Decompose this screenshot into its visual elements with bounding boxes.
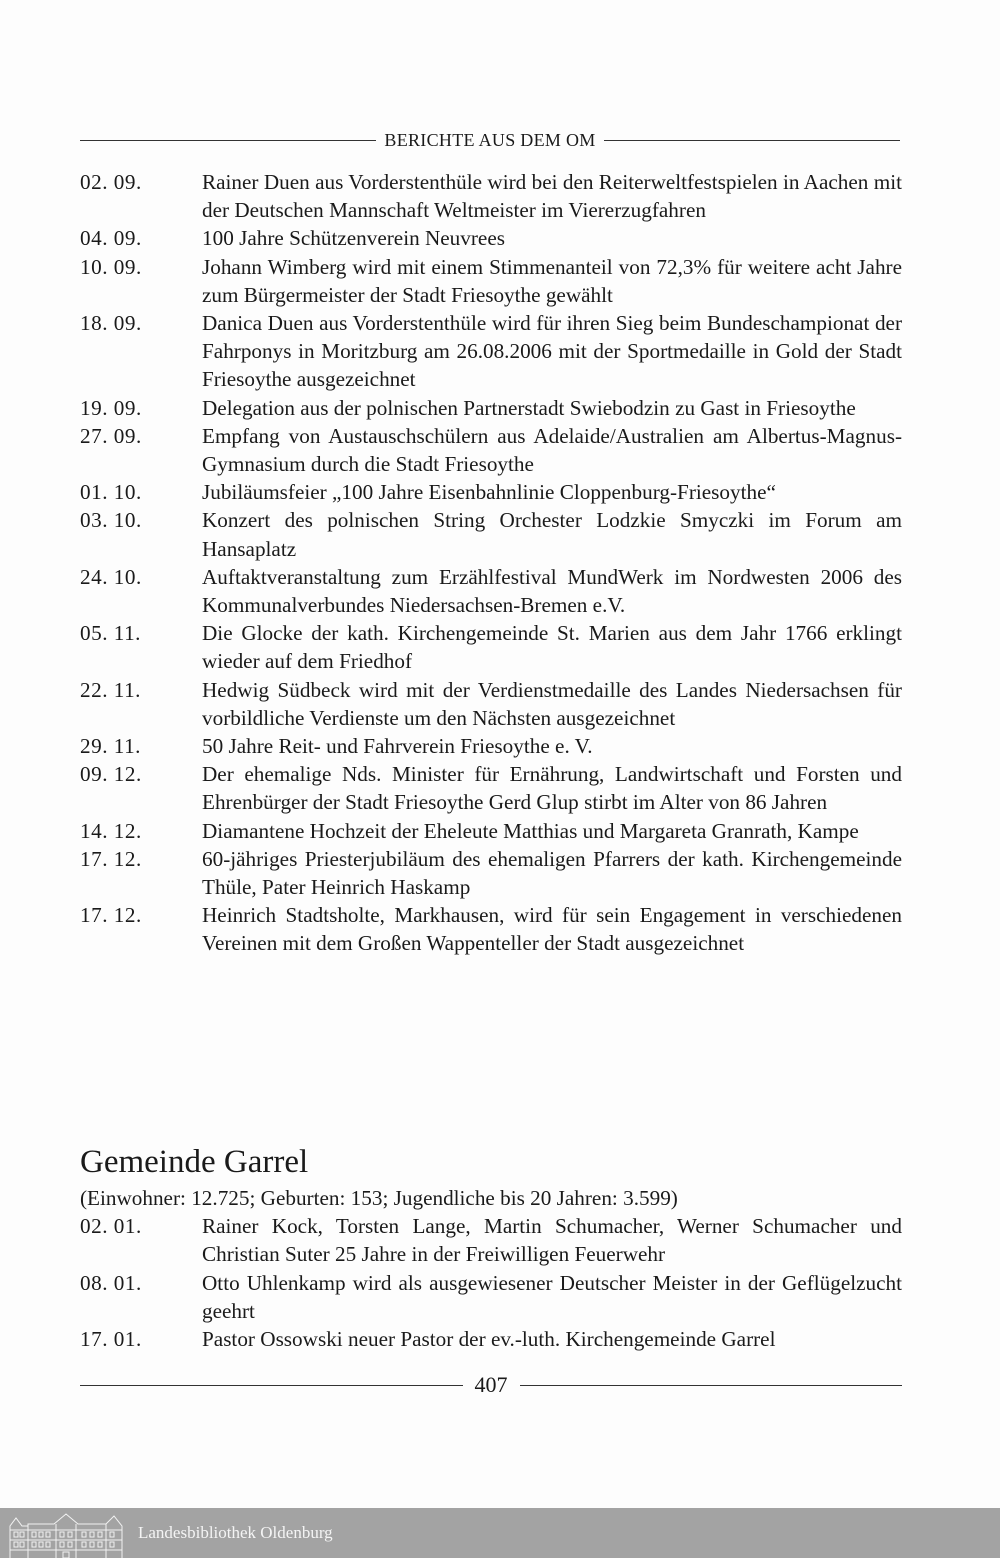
page-footer	[80, 1370, 902, 1400]
chronicle-entry	[80, 1212, 902, 1268]
page-number: 407	[474, 1372, 508, 1397]
entry-date: 18. 09.	[80, 311, 142, 336]
entry-date: 02. 01.	[80, 1214, 142, 1239]
footer-rule-right	[520, 1385, 903, 1386]
entry-text: Delegation aus der polnischen Partnerstadt Swiebodzin zu Gast in Friesoythe	[202, 395, 856, 420]
entry-text: 60-jähriges Priesterjubiläum des ehemaligen Pfarrers der kath. Kirchengemeinde Thüle, Pater Heinrich Haskamp	[202, 846, 902, 900]
entry-text: 100 Jahre Schützenverein Neuvrees	[202, 226, 505, 251]
entry-text: Jubiläumsfeier „100 Jahre Eisenbahnlinie Cloppenburg-Friesoythe“	[202, 480, 776, 505]
chronicle-entry	[80, 309, 902, 394]
entry-date: 17. 12.	[80, 846, 142, 871]
entry-date: 24. 10.	[80, 564, 142, 589]
chronicle-entry	[80, 253, 902, 309]
running-header-title: BERICHTE AUS DEM OM	[384, 129, 596, 150]
header-rule-right	[604, 140, 900, 141]
chronicle-entry	[80, 619, 902, 675]
entry-date: 29. 11.	[80, 734, 141, 759]
entry-date: 09. 12.	[80, 762, 142, 787]
chronicle-entry	[80, 732, 902, 760]
entry-date: 02. 09.	[80, 170, 142, 194]
chronicle-entry	[80, 506, 902, 562]
library-building-icon	[6, 1512, 128, 1558]
chronicle-entry	[80, 1325, 902, 1353]
chronicle-entry	[80, 676, 902, 732]
entry-date: 03. 10.	[80, 508, 142, 533]
entry-text: Rainer Kock, Torsten Lange, Martin Schumacher, Werner Schumacher und Christian Suter 25 Jahre in der Freiwilligen Feuerwehr	[202, 1214, 902, 1267]
entry-text: Danica Duen aus Vorderstenthüle wird für ihren Sieg beim Bundeschampionat der Fahrponys in Moritzburg am 26.08.2006 mit der Sportmedaille in Gold der Stadt Friesoythe ausgezeichnet	[202, 311, 902, 392]
entry-date: 01. 10.	[80, 480, 142, 505]
chronicle-entry	[80, 845, 902, 901]
entry-date: 14. 12.	[80, 818, 142, 843]
chronicle-entry	[80, 817, 902, 845]
entry-text: Johann Wimberg wird mit einem Stimmenanteil von 72,3% für weitere acht Jahre zum Bürgermeister der Stadt Friesoythe gewählt	[202, 254, 902, 307]
chronicle-entry	[80, 563, 902, 619]
entry-date: 27. 09.	[80, 423, 142, 448]
chronicle-entry	[80, 224, 902, 252]
chronicle-list	[80, 168, 902, 958]
footer-rule-left	[80, 1385, 463, 1386]
section-title: Gemeinde Garrel	[80, 1144, 309, 1180]
entry-text: Auftaktveranstaltung zum Erzählfestival MundWerk im Nordwesten 2006 des Kommunalverbundes Niedersachsen-Bremen e.V.	[202, 564, 902, 618]
entry-text: Heinrich Stadtsholte, Markhausen, wird für sein Engagement in verschiedenen Vereinen mit dem Großen Wappenteller der Stadt ausgezeichnet	[202, 903, 902, 956]
library-banner	[0, 1508, 1000, 1558]
entry-date: 08. 01.	[80, 1270, 142, 1295]
entry-date: 22. 11.	[80, 677, 141, 702]
chronicle-entry	[80, 478, 902, 506]
entry-date: 05. 11.	[80, 621, 141, 646]
header-rule-left	[80, 140, 376, 141]
section-stats: (Einwohner: 12.725; Geburten: 153; Jugendliche bis 20 Jahren: 3.599)	[80, 1186, 678, 1210]
entry-date: 17. 12.	[80, 903, 142, 928]
entry-text: Der ehemalige Nds. Minister für Ernährung, Landwirtschaft und Forsten und Ehrenbürger der Stadt Friesoythe Gerd Glup stirbt im Alter von 86 Jahren	[202, 762, 902, 815]
section-gemeinde-garrel	[80, 1140, 902, 1353]
entry-text: Hedwig Südbeck wird mit der Verdienstmedaille des Landes Niedersachsen für vorbildliche Verdienste um den Nächsten ausgezeichnet	[202, 677, 902, 730]
entry-text: Die Glocke der kath. Kirchengemeinde St. Marien aus dem Jahr 1766 erklingt wieder auf dem Friedhof	[202, 621, 902, 674]
entry-date: 10. 09.	[80, 254, 142, 279]
chronicle-entry	[80, 760, 902, 816]
chronicle-entry	[80, 901, 902, 957]
library-name: Landesbibliothek Oldenburg	[138, 1523, 333, 1542]
entry-date: 04. 09.	[80, 226, 142, 251]
entry-date: 19. 09.	[80, 395, 142, 420]
chronicle-entry	[80, 1269, 902, 1325]
chronicle-entry	[80, 394, 902, 422]
entry-text: 50 Jahre Reit- und Fahrverein Friesoythe e. V.	[202, 734, 593, 759]
chronicle-entry	[80, 168, 902, 224]
chronicle-entry	[80, 422, 902, 478]
entry-date: 17. 01.	[80, 1327, 142, 1352]
entry-text: Otto Uhlenkamp wird als ausgewiesener Deutscher Meister in der Geflügelzucht geehrt	[202, 1270, 902, 1323]
entry-text: Rainer Duen aus Vorderstenthüle wird bei den Reiterweltfestspielen in Aachen mit der Deutschen Mannschaft Weltmeister im Viererzugfahren	[202, 170, 902, 223]
entry-text: Empfang von Austauschschülern aus Adelaide/Australien am Albertus-Magnus-Gymnasium durch die Stadt Friesoythe	[202, 423, 902, 477]
entry-text: Pastor Ossowski neuer Pastor der ev.-luth. Kirchengemeinde Garrel	[202, 1327, 776, 1352]
running-header	[80, 128, 900, 152]
entry-text: Konzert des polnischen String Orchester Lodzkie Smyczki im Forum am Hansaplatz	[202, 508, 902, 561]
entry-text: Diamantene Hochzeit der Eheleute Matthias und Margareta Granrath, Kampe	[202, 818, 859, 843]
